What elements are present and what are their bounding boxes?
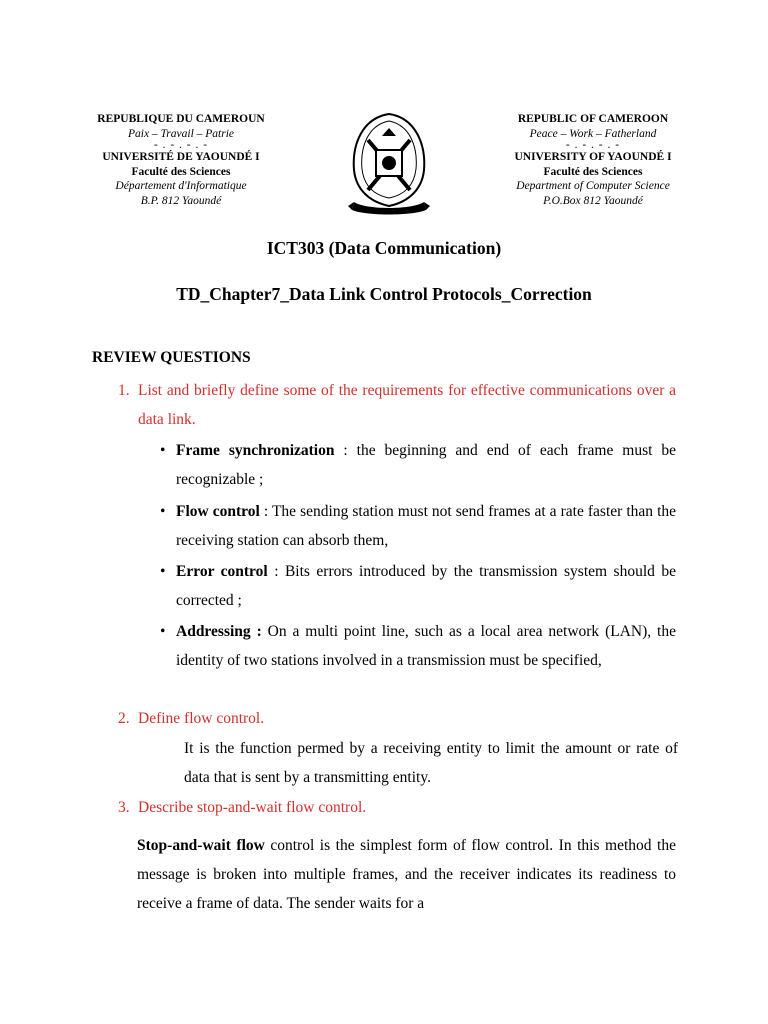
question-text: List and briefly define some of the requirements for effective communications over a data link. [138, 382, 676, 428]
answer-term: Stop-and-wait flow [137, 837, 265, 854]
question-2 [118, 704, 676, 733]
question-text: Define flow control. [138, 710, 265, 727]
question-text: Describe stop-and-wait flow control. [138, 799, 367, 816]
question-1 [118, 376, 676, 434]
bullet-term: Addressing : [176, 623, 262, 640]
document-title: TD_Chapter7_Data Link Control Protocols_Correction [176, 284, 592, 304]
bullet-item [160, 557, 676, 615]
faculty-name-fr: Faculté des Sciences [131, 165, 231, 178]
bullet-icon: • [160, 442, 166, 459]
department-fr: Département d'Informatique [115, 180, 247, 192]
answer-3 [137, 831, 676, 918]
university-name-fr: UNIVERSITÉ DE YAOUNDÉ I [102, 151, 260, 163]
bullet-term: Flow control [176, 503, 260, 520]
country-name-fr: REPUBLIQUE DU CAMEROUN [97, 113, 265, 125]
header-right-block [478, 112, 708, 208]
bullet-text: On a multi point line, such as a local area network (LAN), the identity of two stations involved in a transmission must be specified, [176, 623, 676, 669]
faculty-name-en: Faculté des Sciences [543, 165, 643, 178]
bullet-text: : The sending station must not send frames at a rate faster than the receiving station can absorb them, [176, 503, 676, 549]
answer-text: control is the simplest form of flow control. In this method the message is broken into multiple frames, and the receiver indicates its readiness to receive a frame of data. The sender waits for a [137, 837, 676, 912]
motto-fr: Paix – Travail – Patrie [127, 127, 235, 140]
bullet-icon: • [160, 563, 166, 580]
university-seal-icon [346, 110, 432, 218]
university-name-en: UNIVERSITY OF YAOUNDÉ I [514, 151, 672, 163]
bullet-icon: • [160, 503, 166, 520]
course-title: ICT303 (Data Communication) [266, 238, 502, 258]
header-left-block [66, 112, 296, 208]
address-en: P.O.Box 812 Yaoundé [543, 194, 643, 207]
section-heading: REVIEW QUESTIONS [92, 349, 251, 366]
question-number: 3. [118, 799, 130, 816]
question-3 [118, 793, 676, 822]
header-separator: - . - . - . - [565, 139, 621, 151]
bullet-icon: • [160, 623, 166, 640]
bullet-item [160, 436, 676, 494]
header-separator: - . - . - . - [153, 139, 209, 151]
bullet-term: Error control [176, 563, 268, 580]
question-number: 2. [118, 710, 130, 727]
question-number: 1. [118, 382, 130, 399]
bullet-text: : Bits errors introduced by the transmission system should be corrected ; [176, 563, 676, 609]
department-en: Department of Computer Science [516, 180, 670, 192]
motto-en: Peace – Work – Fatherland [529, 127, 657, 140]
address-fr: B.P. 812 Yaoundé [140, 194, 222, 207]
bullet-item [160, 497, 676, 555]
bullet-item [160, 617, 676, 675]
bullet-term: Frame synchronization [176, 442, 335, 459]
bullet-text: : the beginning and end of each frame must be recognizable ; [176, 442, 676, 488]
country-name-en: REPUBLIC OF CAMEROON [517, 113, 669, 125]
answer-2: It is the function permed by a receiving entity to limit the amount or rate of data that is sent by a transmitting entity. [184, 740, 678, 786]
